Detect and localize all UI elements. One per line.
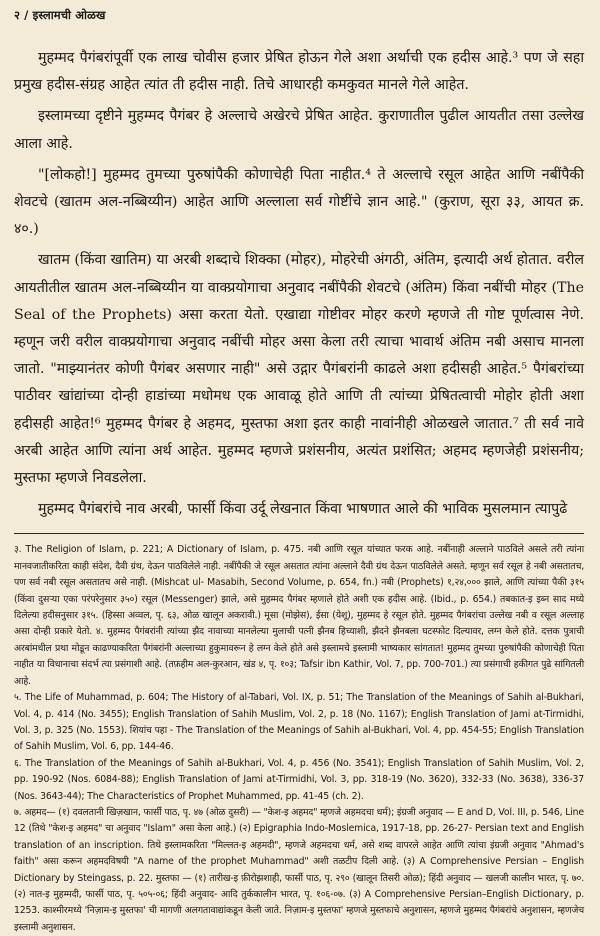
- body-paragraph: मुहम्मद पैगंबरांपूर्वी एक लाख चोवीस हजार प्रेषित होऊन गेले अशा अर्थाची एक हदीस आहे.³ पण जे सहा प्रमुख हदीस-संग्रह आहेत त्यांत ती हदीस नाही. तिचे आधारही कमकुवत मानले गेले आहेत.: [14, 50, 584, 94]
- footnote-block: ७. अहमद— (१) दवलतानी खिज़खान, फार्सी पाठ, पृ. ४७ (ओळ दुसरी) — "केश-इ अहमद" म्हणजे अहमदचा धर्म); इंग्रजी अनुवाद — E and D, Vol. III, p. 546, Line 12 (तिथे "केश-इ अहमद" चा अनुवाद "Islam" असा केला आहे.) (२) Epigraphia Indo-Moslemica, 1917-18, pp. 26-27- Persian text and English translation of an inscription. तिथे इस्लामकरिता "मिल्लत-इ अहमदी", म्हणजे अहमदचा धर्म, असे शब्द वापरले आहेत आणि त्यांचा इंग्रजी अनुवाद "Ahmad's faith" असा करून अहमदविषयी "A name of the prophet Muhammad" अशी तळटीप दिली आहे. (३) A Comprehensive Persian – English Dictionary by Steingass, p. 22. मुस्तफा — (१) तारीख-इ फ़ीरोझशाही, फार्सी पाठ, पृ. २९० (खालून तिसरी ओळ); हिंदी अनुवाद — खलजी कालीन भारत, पृ. ७०. (२) नात-इ मुहम्मदी, फार्सी पाठ, पृ. ५०५-०६; हिंदी अनुवाद- आदि तुर्ककालीन भारत, पृ. १०६-०७. (३) A Comprehensive Persian–English Dictionary, p. 1253. काश्मीरमध्ये 'निज़ाम-इ मुस्तफा' ची मागणी अलगतावाद्यांकडून केली जाते. निज़ाम-इ मुस्तफा' म्हणजे मुस्तफाचे अनुशासन, म्हणजे मुहम्मद पैगंबरांचे अनुशासन, म्हणजेच इस्लामी अनुशासन.: [14, 806, 584, 933]
- footnote-block: ३. The Religion of Islam, p. 221; A Dictionary of Islam, p. 475. नबी आणि रसूल यांच्यात फरक आहे. नबींनाही अल्लाने पाठविले असले तरी त्यांना मानवजातीकरिता काही संदेश, दैवी ग्रंथ, देऊन पाठविलेले नाही. नबींपैकी जे रसूल असतात त्यांना अल्लाने दैवी ग्रंथ देऊन पाठविलेले असते. म्हणून सर्व रसूल हे नबी असतातच, पण सर्व नबी रसूल असतातच असे नाही. (Mishcat ul- Masabih, Second Volume, p. 654, fn.) नबी (Prophets) १,२४,००० झाले, आणि त्यांच्या पैकी ३१५ (किंवा दुसऱ्या एका परंपरेनुसार ३५०) रसूल (Messenger) झाले, असे मुहम्मद पैगंबर म्हणाले होते अशी एक हदीस आहे. (Ibid., p. 654.) तबकात-इ इब्न साद मध्ये दिलेल्या हदीसनुसार ३१५. (हिस्सा अव्वल, पृ. ६३, ओळ खालून अकरावी.) मूसा (मोझेस), ईसा (येशू), मुहम्मद हे रसूल होते. मुहम्मद पैगंबरांचा उल्लेख नबी व रसूल अल्लाह असा दोन्ही प्रकारे येतो. ४. मुहम्मद पैगंबरांनी त्यांच्या झैद नावाच्या मानलेल्या मुलाची पत्नी झैनब हिच्याशी, झैदने झैनबला घटस्फोट दिल्यावर, लग्न केले होते. दत्तक पुत्राची अरबांमधील प्रथा मोडून काढण्याकरिता पैगंबरांनी अल्लाच्या हुकुमावरून हे लग्न केले होते असे इस्लामचे इस्लामी भाष्यकार सांगतात! मुहम्मद तुमच्या पुरुषांपैकी कोणाचेही पिता नाहीत या विधानाचा संदर्भ त्या प्रसंगाशी आहे. (तफ़हीम अल-कुरआन, खंड ४, पृ. १०३; Tafsir ibn Kathir, Vol. 7, pp. 700-701.) त्या प्रसंगाची हकीगत पुढे सांगितली आहे.: [14, 544, 584, 687]
- footnote-block: ५. The Life of Muhammad, p. 604; The History of al-Tabari, Vol. IX, p. 51; The Translation of the Meanings of Sahih al-Bukhari, Vol. 4, p. 414 (No. 3455); English Translation of Sahih Muslim, Vol. 2, p. 18 (No. 1167); English Translation of Jami at-Tirmidhi, Vol. 3, p. 325 (No. 1553). शियांच पहा - The Translation of the Meanings of Sahih al-Bukhari, Vol. 4, pp. 454-55; English Translation of Sahih Muslim, Vol. 6, pp. 144-46.: [14, 692, 584, 753]
- quran-quote-paragraph: "[लोकहो!] मुहम्मद तुमच्या पुरुषांपैकी कोणाचेही पिता नाहीत.⁴ ते अल्लाचे रसूल आहेत आणि नबींपैकी शेवटचे (खातम अल-नब्बिय्यीन) आहेत आणि अल्लाला सर्व गोष्टींचे ज्ञान आहे." (कुराण, सूरा ३३, आयत क्र. ४०.): [14, 166, 584, 238]
- main-text: [14, 45, 584, 523]
- footnote-divider: [14, 533, 584, 534]
- footnote-block: ६. The Translation of the Meanings of Sahih al-Bukhari, Vol. 4, p. 456 (No. 3541); English Translation of Sahih Muslim, Vol. 2, pp. 190-92 (Nos. 6084-88); English Translation of Jami at-Tirmidhi, Vol. 3, pp. 318-19 (No. 3620), 332-33 (No. 3638), 336-37 (Nos. 3643-44); The Characteristics of Prophet Muhammed, pp. 41-45 (ch. 2).: [14, 757, 584, 802]
- running-head: २ / इस्लामची ओळख: [14, 8, 106, 22]
- body-paragraph: मुहम्मद पैगंबरांचे नाव अरबी, फार्सी किंवा उर्दू लेखनात किंवा भाषणात आले की भाविक मुसलमान त्यापुढे: [38, 501, 568, 518]
- body-paragraph: इस्लामच्या दृष्टीने मुहम्मद पैगंबर हे अल्लाचे अखेरचे प्रेषित आहेत. कुराणातील पुढील आयतीत तसा उल्लेख आला आहे.: [14, 108, 584, 152]
- body-paragraph: खातम (किंवा खातिम) या अरबी शब्दाचे शिक्का (मोहर), मोहरेची अंगठी, अंतिम, इत्यादी अर्थ होतात. वरील आयतीतील खातम अल-नब्बिय्यीन या वाक्प्रयोगाचा अनुवाद नबींपैकी शेवटचे (अंतिम) किंवा नबींची मोहर (The Seal of the Prophets) असा करता येतो. एखाद्या गोष्टीवर मोहर करणे म्हणजे ती गोष्ट पूर्णत्वास नेणे. म्हणून जरी वरील वाक्प्रयोगाचा अनुवाद नबींची मोहर असा केला तरी त्याचा भावार्थ अंतिम नबी असाच मानला जातो. "माझ्यानंतर कोणी पैगंबर असणार नाही" असे उद्गार पैगंबरांनी काढले अशा हदीसही आहेत.⁵ पैगंबरांच्या पाठीवर खांद्यांच्या दोन्ही हाडांच्या मधोमध एक आवाळू होते आणि ती त्यांच्या प्रेषितत्वाची मोहोर होती अशा हदीसही आहेत!⁶ मुहम्मद पैगंबर हे अहमद, मुस्तफा अशा इतर काही नावांनीही ओळखले जातात.⁷ ती सर्व नावे अरबी आहेत आणि त्यांना अर्थ आहेत. मुहम्मद म्हणजे प्रशंसनीय, अत्यंत प्रशंसित; अहमद म्हणजेही प्रशंसनीय; मुस्तफा म्हणजे निवडलेला.: [14, 252, 584, 487]
- footnotes: [14, 542, 584, 936]
